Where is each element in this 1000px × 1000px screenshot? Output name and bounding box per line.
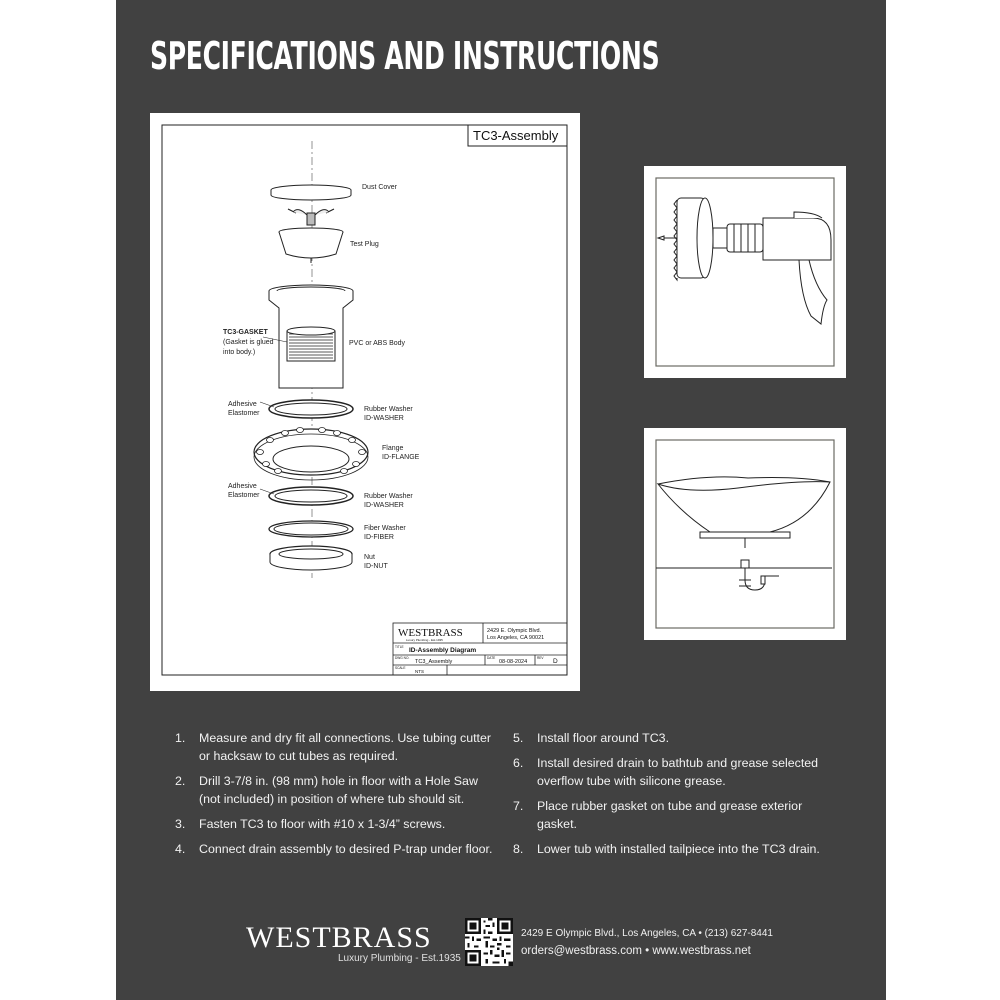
title-block-dwg: TC3_Assembly <box>415 659 453 665</box>
list-item <box>510 840 840 858</box>
step-number: 1. <box>175 731 186 745</box>
list-item <box>510 797 840 833</box>
step-number: 3. <box>175 817 186 831</box>
title-block-date: 08-08-2024 <box>499 659 528 665</box>
label-gasket-3: into body.) <box>223 349 256 356</box>
rubber-washer-1-part <box>269 400 353 418</box>
step-text: Place rubber gasket on tube and grease exterior gasket. <box>537 799 803 831</box>
label-adhesive-1b: Elastomer <box>228 410 260 417</box>
diagram-label: TC3-Assembly <box>473 128 559 143</box>
freestanding-tub-icon <box>644 428 846 640</box>
step-text: Install floor around TC3. <box>537 731 670 745</box>
title-block-dwg-label: DWG NO. <box>395 656 410 660</box>
list-item <box>172 840 502 858</box>
assembly-diagram <box>150 113 580 691</box>
list-item <box>510 754 840 790</box>
label-dust-cover: Dust Cover <box>362 184 398 191</box>
step-text: Measure and dry fit all connections. Use tubing cutter or hacksaw to cut tubes as required. <box>199 731 492 763</box>
step-number: 2. <box>175 774 186 788</box>
label-washer-1a: Rubber Washer <box>364 406 413 413</box>
title-block-rev-label: REV <box>537 656 544 660</box>
test-plug-part <box>279 209 343 263</box>
assembly-drawing <box>150 113 580 691</box>
label-test-plug: Test Plug <box>350 241 379 248</box>
step-number: 4. <box>175 842 186 856</box>
label-fiber-a: Fiber Washer <box>364 525 406 532</box>
list-item <box>510 729 840 747</box>
nut-part <box>270 546 352 570</box>
list-item <box>172 772 502 808</box>
footer-contact: orders@westbrass.com • www.westbrass.net <box>521 945 751 957</box>
label-gasket-2: (Gasket is glued <box>223 339 274 346</box>
step-text: Lower tub with installed tailpiece into the TC3 drain. <box>537 842 820 856</box>
dust-cover-part <box>271 185 351 200</box>
page-title: SPECIFICATIONS AND INSTRUCTIONS <box>150 34 660 78</box>
step-number: 5. <box>513 731 524 745</box>
label-nut-b: ID-NUT <box>364 563 388 570</box>
label-washer-1b: ID-WASHER <box>364 415 404 422</box>
title-block-rev: D <box>553 658 558 665</box>
footer-address: 2429 E Olympic Blvd., Los Angeles, CA • (213) 627-8441 <box>521 928 773 939</box>
label-adhesive-2b: Elastomer <box>228 492 260 499</box>
step-text: Drill 3-7/8 in. (98 mm) hole in floor with a Hole Saw (not included) in position of where tub should sit. <box>199 774 478 806</box>
label-body: PVC or ABS Body <box>349 340 406 347</box>
label-nut-a: Nut <box>364 554 375 561</box>
title-block-logo: WESTBRASS <box>398 627 463 639</box>
instructions-left <box>172 729 502 865</box>
drill-with-hole-saw-icon <box>644 166 846 378</box>
list-item <box>172 729 502 765</box>
title-block-date-label: DATE <box>487 656 496 660</box>
label-adhesive-2a: Adhesive <box>228 483 257 490</box>
label-washer-2b: ID-WASHER <box>364 502 404 509</box>
label-washer-2a: Rubber Washer <box>364 493 413 500</box>
title-block-scale-label: SCALE <box>395 666 406 670</box>
qr-code-icon[interactable] <box>465 918 513 966</box>
label-adhesive-1a: Adhesive <box>228 401 257 408</box>
step-number: 8. <box>513 842 524 856</box>
step-text: Connect drain assembly to desired P-trap under floor. <box>199 842 493 856</box>
label-fiber-b: ID-FIBER <box>364 534 394 541</box>
label-flange-b: ID-FLANGE <box>382 454 420 461</box>
step-text: Fasten TC3 to floor with #10 x 1-3/4” screws. <box>199 817 446 831</box>
drill-illustration <box>644 166 846 378</box>
step-text: Install desired drain to bathtub and grease selected overflow tube with silicone grease. <box>537 756 819 788</box>
tub-illustration <box>644 428 846 640</box>
label-gasket-1: TC3-GASKET <box>223 329 268 336</box>
list-item <box>172 815 502 833</box>
step-number: 6. <box>513 756 524 770</box>
pvc-body-part <box>269 285 353 388</box>
title-block-address-2: Los Angeles, CA 90021 <box>487 635 545 641</box>
flange-part <box>254 428 368 481</box>
title-block-scale: NTS <box>415 669 424 674</box>
title-block-logo-sub: Luxury Plumbing - Est.1935 <box>406 638 443 642</box>
rubber-washer-2-part <box>269 487 353 505</box>
title-block-address-1: 2429 E. Olympic Blvd. <box>487 628 542 634</box>
title-block-title: ID-Assembly Diagram <box>409 647 477 654</box>
title-block-title-label: TITLE <box>395 645 404 649</box>
fiber-washer-part <box>269 521 353 537</box>
label-flange-a: Flange <box>382 445 404 452</box>
step-number: 7. <box>513 799 524 813</box>
brand-tagline: Luxury Plumbing - Est.1935 <box>338 953 461 964</box>
brand-logo: WESTBRASS <box>246 921 432 954</box>
instructions-right <box>510 729 840 865</box>
